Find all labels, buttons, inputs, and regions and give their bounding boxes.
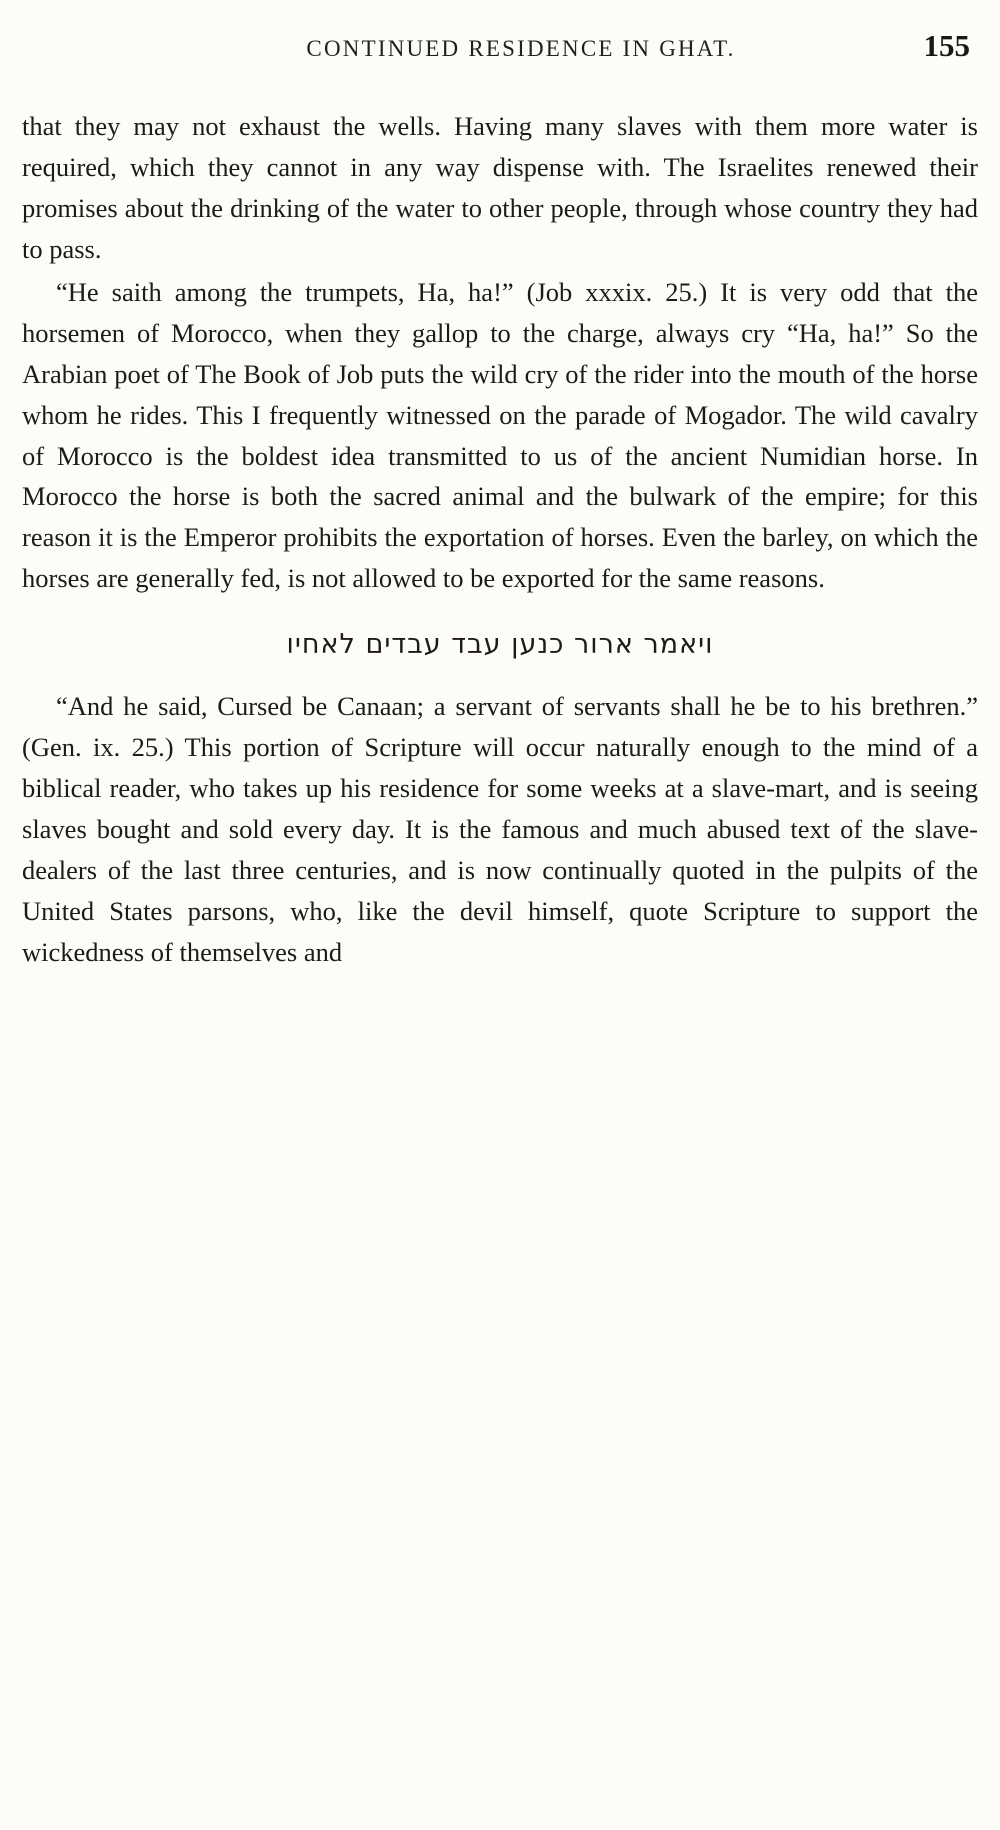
paragraph-job-quote: “He saith among the trumpets, Ha, ha!” (Job xxxix. 25.) It is very odd that the horsemen of Morocco, when they gallop to the charge, always cry “Ha, ha!” So the Arabian poet of The Book of Job puts the wild cry of the rider into the mouth of the horse whom he rides. This I frequently witnessed on the parade of Mogador. The wild cavalry of Morocco is the boldest idea transmitted to us of the ancient Numidian horse. In Morocco the horse is both the sacred animal and the bulwark of the empire; for this reason it is the Emperor prohibits the exportation of horses. Even the barley, on which the horses are generally fed, is not allowed to be exported for the same reasons.	[22, 276, 978, 594]
paragraph-continued: that they may not exhaust the wells. Having many slaves with them more water is required, which they cannot in any way dispense with. The Israelites renewed their promises about the drinking of the water to other people, through whose country they had to pass.	[22, 111, 978, 264]
page-header	[22, 28, 978, 64]
hebrew-scripture-line: ויאמר ארור כנען עבד עבדים לאחיו	[286, 629, 714, 661]
paragraph-genesis-quote: “And he said, Cursed be Canaan; a servant of servants shall he be to his brethren.” (Gen. ix. 25.) This portion of Scripture will occur naturally enough to the mind of a biblical reader, who takes up his residence for some weeks at a slave-mart, and is seeing slaves bought and sold every day. It is the famous and much abused text of the slave-dealers of the last three centuries, and is now continually quoted in the pulpits of the United States parsons, who, like the devil himself, quote Scripture to support the wickedness of themselves and	[22, 691, 978, 967]
page-number: 155	[923, 28, 970, 63]
page-content	[22, 28, 978, 973]
running-head: CONTINUED RESIDENCE IN GHAT.	[306, 36, 736, 61]
